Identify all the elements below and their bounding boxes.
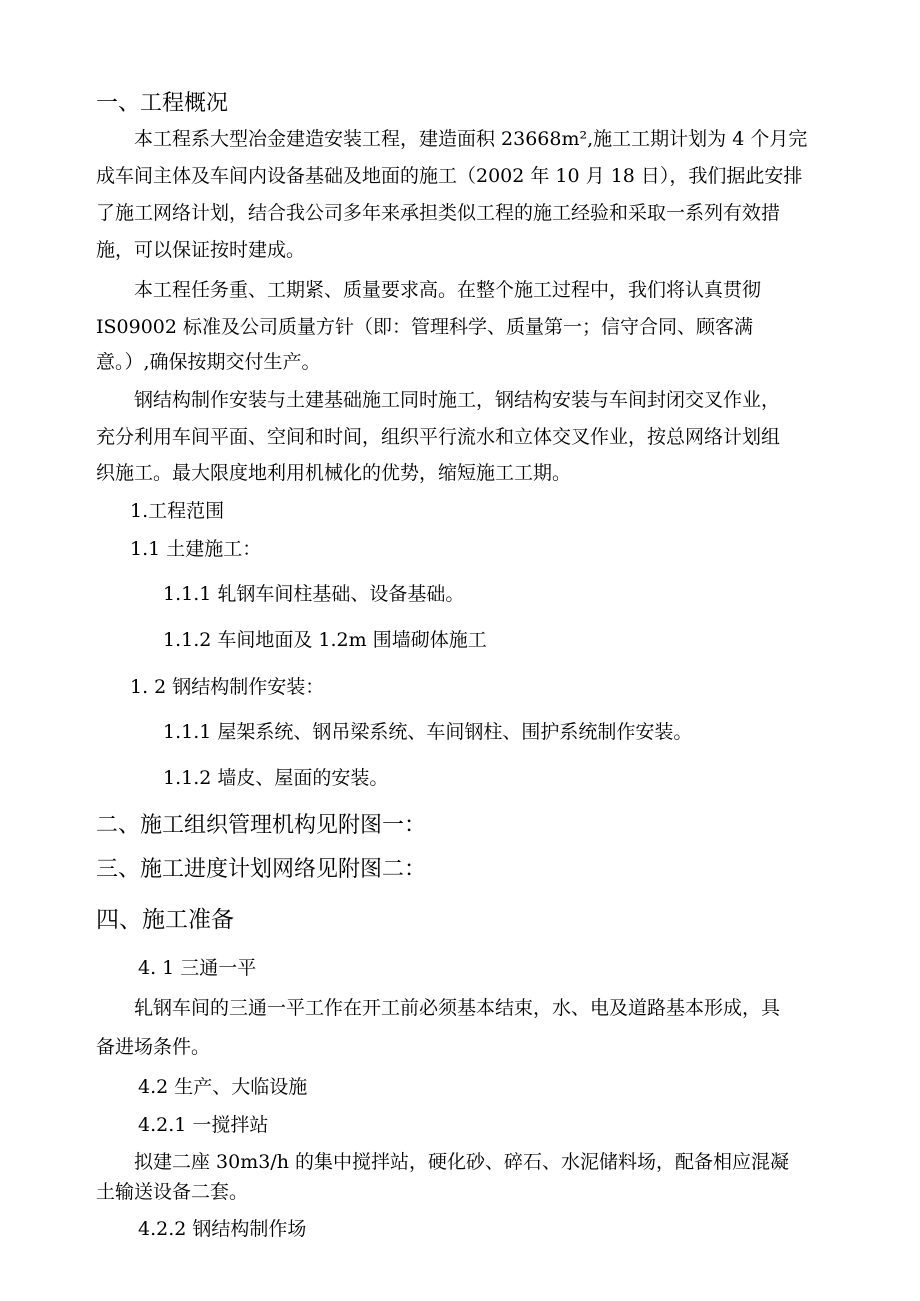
subsection-title: 4. 1 三通一平 xyxy=(138,957,257,979)
subsection-title: 4.2.2 钢结构制作场 xyxy=(138,1218,307,1240)
paragraph-line: 施，可以保证按时建成。 xyxy=(96,239,306,261)
steel-item: 1.1.2 墙皮、屋面的安装。 xyxy=(163,767,389,789)
section-3-heading: 三、施工进度计划网络见附图二： xyxy=(96,857,427,882)
civil-item: 1.1.2 车间地面及 1.2m 围墙砌体施工 xyxy=(163,629,487,651)
paragraph-line: 成车间主体及车间内设备基础及地面的施工（2002 年 10 月 18 日），我们据此安排 xyxy=(96,165,803,187)
civil-item: 1.1.1 轧钢车间柱基础、设备基础。 xyxy=(163,583,465,605)
paragraph-line: 织施工。最大限度地利用机械化的优势，缩短施工工期。 xyxy=(96,462,572,484)
paragraph-line: 了施工网络计划，结合我公司多年来承担类似工程的施工经验和采取一系列有效措 xyxy=(96,202,781,224)
paragraph-line: IS09002 标准及公司质量方针（即：管理科学、质量第一；信守合同、顾客满 xyxy=(96,316,754,338)
subsection-title: 4.2 生产、大临设施 xyxy=(138,1076,308,1098)
steel-item: 1.1.1 屋架系统、钢吊梁系统、车间钢柱、围护系统制作安装。 xyxy=(163,721,693,743)
paragraph-line: 轧钢车间的三通一平工作在开工前必须基本结束，水、电及道路基本形成，具 xyxy=(134,997,781,1019)
paragraph-line: 钢结构制作安装与土建基础施工同时施工，钢结构安装与车间封闭交叉作业， xyxy=(134,389,781,411)
steel-title: 1. 2 钢结构制作安装： xyxy=(130,676,325,698)
paragraph-line: 意。）,确保按期交付生产。 xyxy=(96,351,321,373)
section-4-heading: 四、施工准备 xyxy=(96,907,234,933)
paragraph-line: 本工程任务重、工期紧、质量要求高。在整个施工过程中，我们将认真贯彻 xyxy=(134,279,762,301)
civil-title: 1.1 土建施工： xyxy=(130,538,262,560)
paragraph-line: 本工程系大型冶金建造安装工程，建造面积 23668m²,施工工期计划为 4 个月完 xyxy=(134,128,808,150)
section-2-heading: 二、施工组织管理机构见附图一： xyxy=(96,813,427,838)
paragraph-line: 充分利用车间平面、空间和时间，组织平行流水和立体交叉作业，按总网络计划组 xyxy=(96,426,781,448)
paragraph-line: 备进场条件。 xyxy=(96,1036,211,1058)
subsection-title: 4.2.1 一搅拌站 xyxy=(138,1114,269,1136)
section-1-heading: 一、工程概况 xyxy=(96,91,229,116)
paragraph-line: 拟建二座 30m3/h 的集中搅拌站，硬化砂、碎石、水泥储料场，配备相应混凝 xyxy=(134,1151,790,1173)
scope-title: 1.工程范围 xyxy=(130,500,225,522)
paragraph-line: 土输送设备二套。 xyxy=(96,1181,249,1203)
